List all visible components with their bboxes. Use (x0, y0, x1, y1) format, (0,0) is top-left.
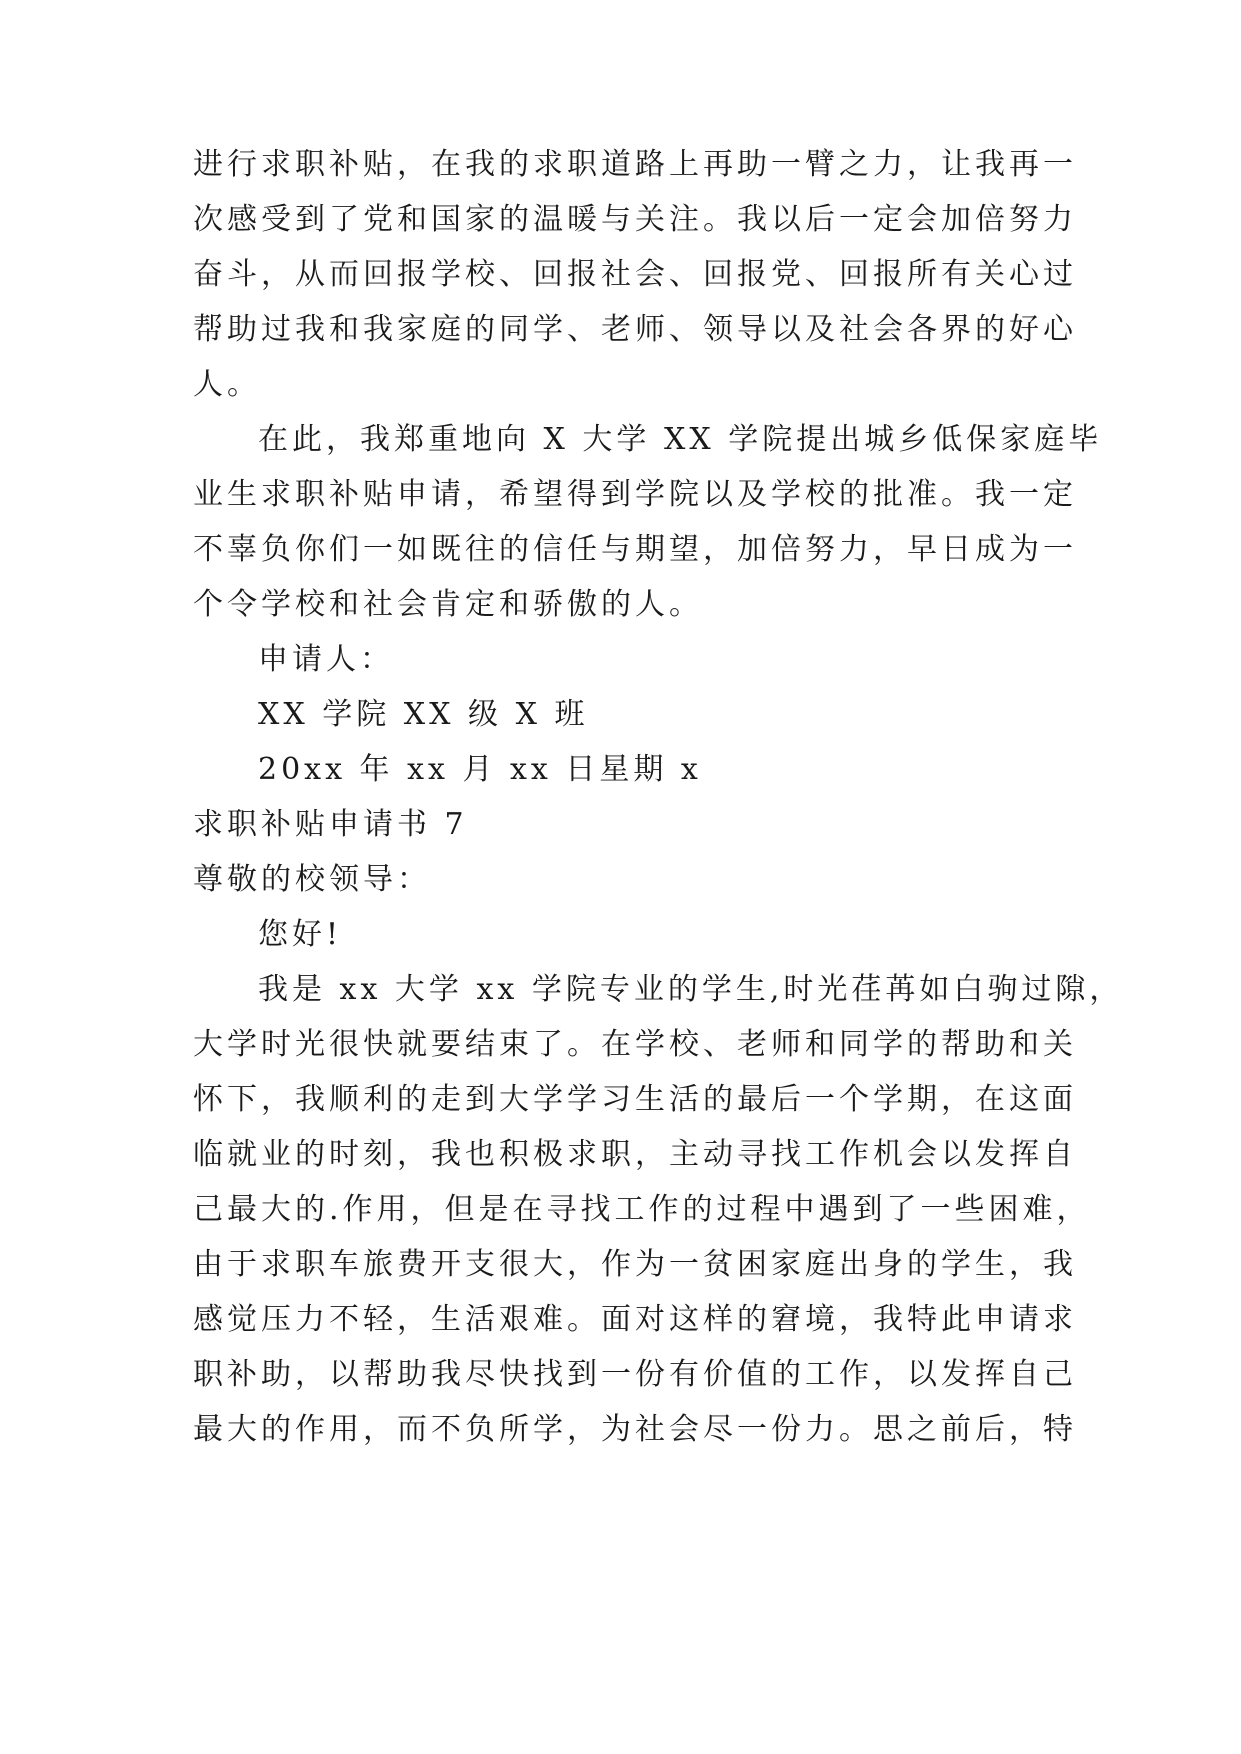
body-line: 大学时光很快就要结束了。在学校、老师和同学的帮助和关 (193, 1027, 1077, 1062)
applicant-label: 申请人： (258, 642, 394, 677)
body-line: 怀下，我顺利的走到大学学习生活的最后一个学期，在这面 (193, 1082, 1077, 1117)
section-title: 求职补贴申请书 7 (193, 807, 468, 842)
body-line: 奋斗，从而回报学校、回报社会、回报党、回报所有关心过 (193, 257, 1077, 292)
body-line: 己最大的.作用，但是在寻找工作的过程中遇到了一些困难， (193, 1192, 1091, 1227)
body-line: 个令学校和社会肯定和骄傲的人。 (193, 587, 703, 622)
body-line: 职补助，以帮助我尽快找到一份有价值的工作，以发挥自己 (193, 1357, 1077, 1392)
greeting: 您好! (258, 917, 343, 952)
signature-date: 20xx 年 xx 月 xx 日星期 x (258, 752, 702, 787)
applicant-class: XX 学院 XX 级 X 班 (258, 697, 589, 732)
paragraph-first-line: 我是 xx 大学 xx 学院专业的学生,时光荏苒如白驹过隙， (258, 972, 1124, 1007)
body-line: 帮助过我和我家庭的同学、老师、领导以及社会各界的好心 (193, 312, 1077, 347)
body-line: 不辜负你们一如既往的信任与期望，加倍努力，早日成为一 (193, 532, 1077, 567)
body-line: 业生求职补贴申请，希望得到学院以及学校的批准。我一定 (193, 477, 1077, 512)
body-line: 临就业的时刻，我也积极求职，主动寻找工作机会以发挥自 (193, 1137, 1077, 1172)
body-line: 最大的作用，而不负所学，为社会尽一份力。思之前后，特 (193, 1412, 1077, 1447)
body-line: 进行求职补贴，在我的求职道路上再助一臂之力，让我再一 (193, 147, 1077, 182)
body-line: 人。 (193, 367, 261, 402)
salutation: 尊敬的校领导： (193, 862, 431, 897)
body-line: 由于求职车旅费开支很大，作为一贫困家庭出身的学生，我 (193, 1247, 1077, 1282)
body-line: 次感受到了党和国家的温暖与关注。我以后一定会加倍努力 (193, 202, 1077, 237)
paragraph-first-line: 在此，我郑重地向 X 大学 XX 学院提出城乡低保家庭毕 (258, 422, 1103, 457)
body-line: 感觉压力不轻，生活艰难。面对这样的窘境，我特此申请求 (193, 1302, 1077, 1337)
